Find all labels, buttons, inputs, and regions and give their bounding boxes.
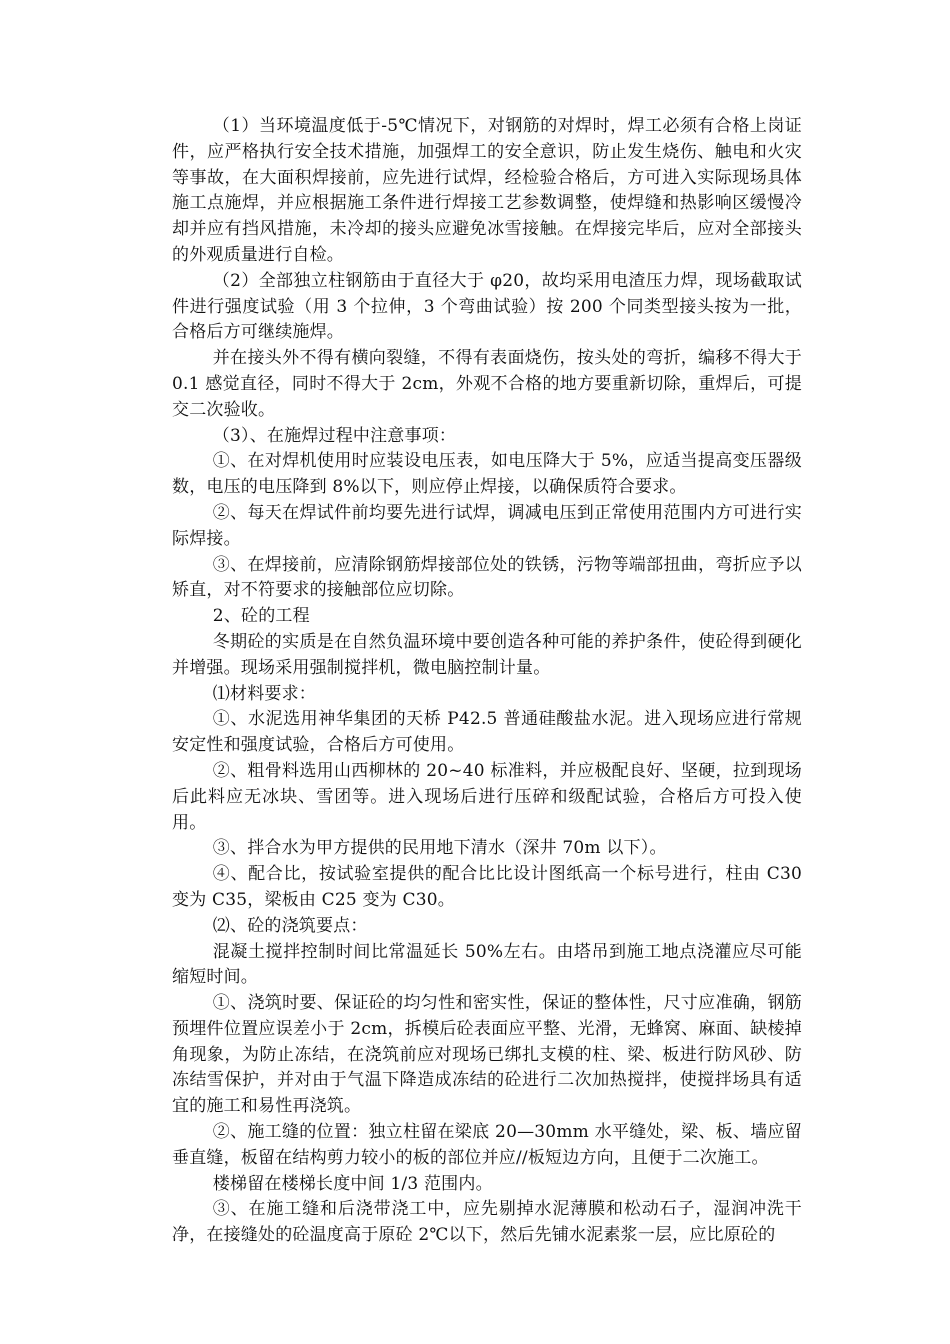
paragraph-welding-note-2: ②、每天在焊试件前均要先进行试焊，调减电压到正常使用范围内方可进行实际焊接。 — [172, 502, 802, 549]
paragraph-mixing-time: 混凝土搅拌控制时间比常温延长 50%左右。由塔吊到施工地点浇灌应尽可能缩短时间。 — [172, 941, 802, 988]
paragraph-welding-low-temperature: （1）当环境温度低于-5℃情况下，对钢筋的对焊时，焊工必须有合格上岗证件，应严格执行安全技术措施，加强焊工的安全意识，防止发生烧伤、触电和火灾等事故，在大面积焊接前，应先进行试焊，经检验合格后，方可进入实际现场具体施工点施焊，并应根据施工条件进行焊接工艺参数调整，使焊缝和热影响区缓慢冷却并应有挡风措施，未冷却的接头应避免冰雪接触。在焊接完毕后，应对全部接头的外观质量进行自检。 — [172, 116, 802, 265]
paragraph-material-mix-ratio: ④、配合比，按试验室提供的配合比比设计图纸高一个标号进行，柱由 C30 变为 C35，梁板由 C25 变为 C30。 — [172, 864, 802, 910]
paragraph-material-water: ③、拌合水为甲方提供的民用地下清水（深井 70m 以下）。 — [212, 838, 667, 859]
paragraph-welding-note-1: ①、在对焊机使用时应装设电压表，如电压降大于 5%，应适当提高变压器级数，电压的电压降到 8%以下，则应停止焊接，以确保质符合要求。 — [172, 451, 802, 498]
paragraph-electroslag-welding: （2）全部独立柱钢筋由于直径大于 φ20，故均采用电渣压力焊，现场截取试件进行强度试验（用 3 个拉伸，3 个弯曲试验）按 200 个同类型接头按为一批，合格后方可继续施焊。 — [172, 270, 802, 343]
paragraph-pouring-point-3: ③、在施工缝和后浇带浇工中，应先剔掉水泥薄膜和松动石子，湿润冲洗干净，在接缝处的砼温度高于原砼 2℃以下，然后先铺水泥素浆一层，应比原砼的 — [172, 1199, 802, 1246]
paragraph-winter-concrete: 冬期砼的实质是在自然负温环境中要创造各种可能的养护条件，使砼得到硬化并增强。现场采用强制搅拌机，微电脑控制计量。 — [172, 631, 802, 678]
paragraph-pouring-point-1: ①、浇筑时要、保证砼的均匀性和密实性，保证的整体性，尺寸应准确，钢筋预埋件位置应误差小于 2cm，拆模后砼表面应平整、光滑，无蜂窝、麻面、缺棱掉角现象，为防止冻结，在浇筑前应对现场已绑扎支模的柱、梁、板进行防风砂、防冻结雪保护，并对由于气温下降造成冻结的砼进行二次加热搅拌，使搅拌场具有适宜的施工和易性再浇筑。 — [172, 993, 802, 1117]
paragraph-material-aggregate: ②、粗骨料选用山西柳林的 20~40 标准料，并应极配良好、坚硬，拉到现场后此料应无冰块、雪团等。进入现场后进行压碎和级配试验，合格后方可投入使用。 — [172, 760, 802, 833]
document-body — [172, 114, 802, 1249]
paragraph-joint-inspection: 并在接头外不得有横向裂缝，不得有表面烧伤，按头处的弯折，编移不得大于 0.1 感觉直径，同时不得大于 2cm，外观不合格的地方要重新切除，重焊后，可提交二次验收。 — [172, 348, 802, 420]
paragraph-welding-note-3: ③、在焊接前，应清除钢筋焊接部位处的铁锈，污物等端部扭曲，弯折应予以矫直，对不符要求的接触部位应切除。 — [172, 554, 802, 601]
paragraph-material-cement: ①、水泥选用神华集团的天桥 P42.5 普通硅酸盐水泥。进入现场应进行常规安定性和强度试验，合格后方可使用。 — [172, 709, 802, 756]
paragraph-pouring-heading: ⑵、砼的浇筑要点： — [212, 915, 368, 936]
paragraph-material-requirements-heading: ⑴材料要求： — [212, 683, 316, 704]
section-heading-concrete: 2、砼的工程 — [212, 606, 310, 627]
paragraph-stair-joint: 楼梯留在楼梯长度中间 1/3 范围内。 — [212, 1173, 493, 1194]
paragraph-welding-notes-heading: （3）、在施焊过程中注意事项： — [212, 425, 457, 446]
paragraph-pouring-point-2: ②、施工缝的位置：独立柱留在梁底 20—30mm 水平缝处，梁、板、墙应留垂直缝，板留在结构剪力较小的板的部位并应//板短边方向，且便于二次施工。 — [172, 1122, 802, 1168]
